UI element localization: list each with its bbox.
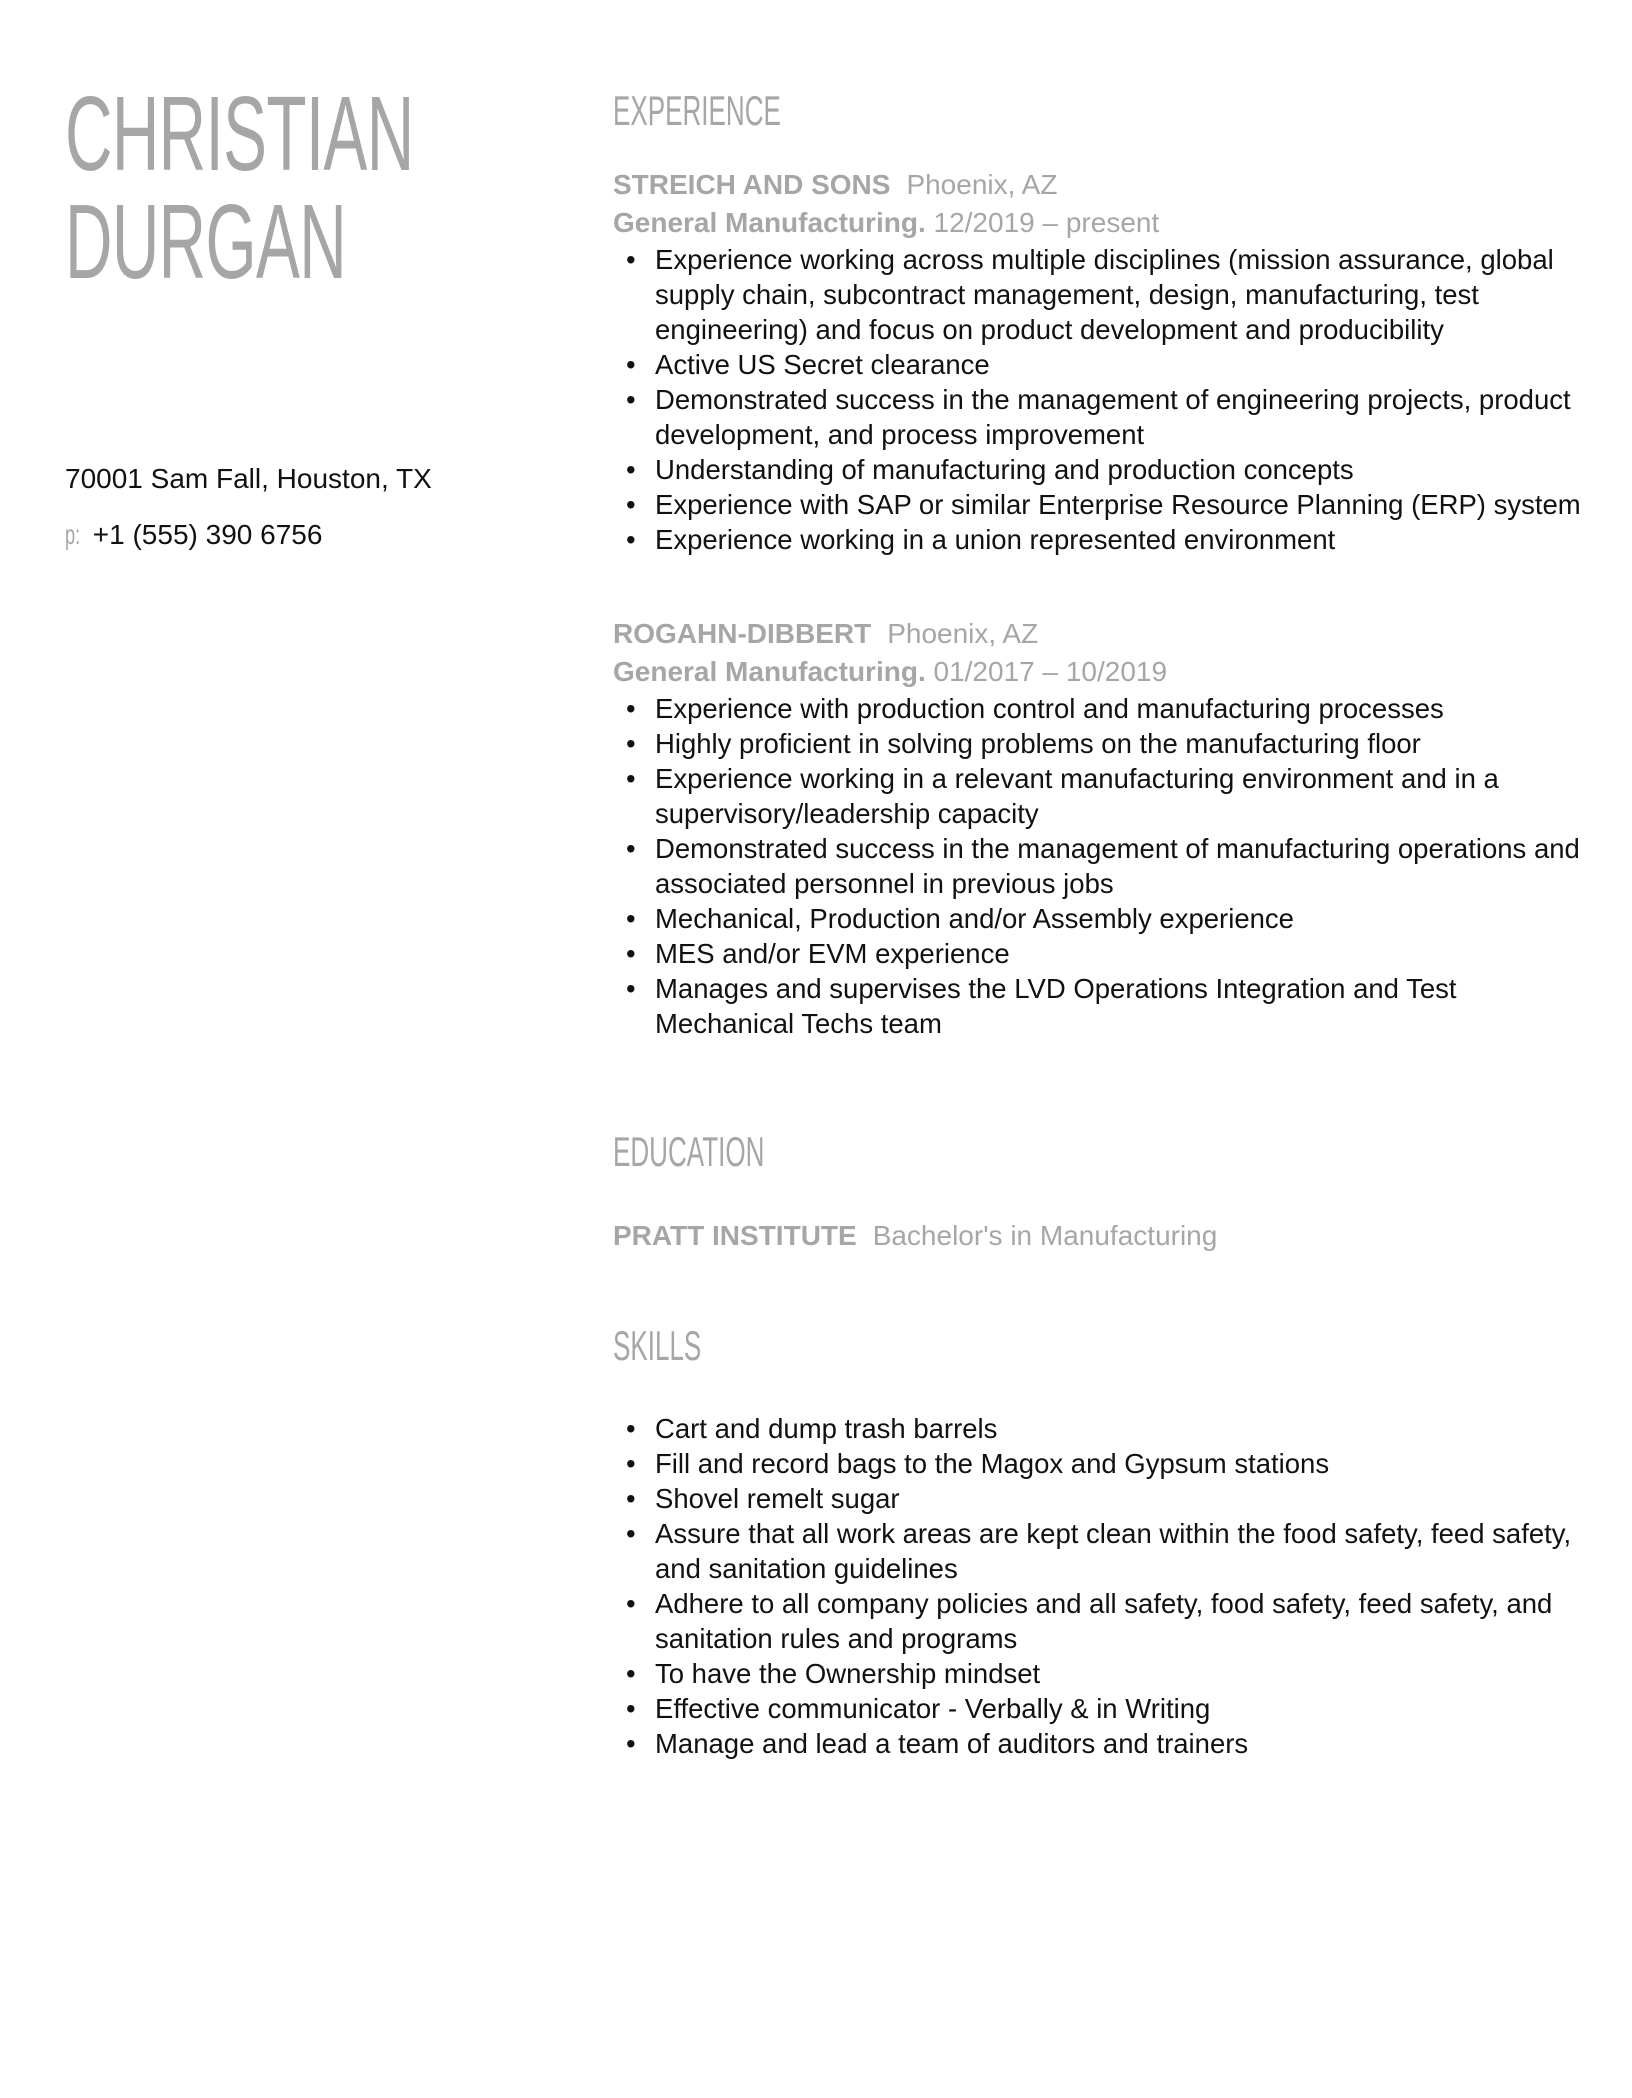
- list-item: • MES and/or EVM experience: [613, 936, 1593, 971]
- job-2-role-line: [613, 653, 1593, 691]
- job-1-bullets: [613, 242, 1593, 557]
- experience-heading: EXPERIENCE: [613, 87, 781, 134]
- list-item: • Assure that all work areas are kept clean within the food safety, feed safety, and sanitation guidelines: [613, 1516, 1593, 1586]
- education-heading: EDUCATION: [613, 1128, 765, 1175]
- list-item: • Active US Secret clearance: [613, 347, 1593, 382]
- address: 70001 Sam Fall, Houston, TX: [65, 463, 432, 494]
- list-item: • Highly proficient in solving problems on the manufacturing floor: [613, 726, 1593, 761]
- job-1: [613, 166, 1593, 557]
- list-item: • To have the Ownership mindset: [613, 1656, 1593, 1691]
- list-item: • Demonstrated success in the management of engineering projects, product development, and process improvement: [613, 382, 1593, 452]
- job-1-dates: 12/2019 – present: [933, 207, 1160, 238]
- list-item: • Demonstrated success in the management of manufacturing operations and associated personnel in previous jobs: [613, 831, 1593, 901]
- job-1-role-line: [613, 204, 1593, 242]
- main-column: [613, 86, 1593, 1761]
- list-item: • Experience with production control and manufacturing processes: [613, 691, 1593, 726]
- list-item: • Fill and record bags to the Magox and Gypsum stations: [613, 1446, 1593, 1481]
- job-2-bullets: [613, 691, 1593, 1041]
- job-2-role: General Manufacturing.: [613, 656, 926, 687]
- job-2: [613, 615, 1593, 1041]
- job-2-header: [613, 615, 1593, 653]
- list-item: • Cart and dump trash barrels: [613, 1411, 1593, 1446]
- job-1-header: [613, 166, 1593, 204]
- skills-list: [613, 1411, 1593, 1761]
- list-item: • Experience with SAP or similar Enterprise Resource Planning (ERP) system: [613, 487, 1593, 522]
- phone-label: p:: [65, 519, 81, 550]
- list-item: • Shovel remelt sugar: [613, 1481, 1593, 1516]
- job-2-dates: 01/2017 – 10/2019: [933, 656, 1168, 687]
- list-item: • Experience working across multiple disciplines (mission assurance, global supply chain, subcontract management, design, manufacturing, test engineering) and focus on product development and producibility: [613, 242, 1593, 347]
- last-name: DURGAN: [65, 183, 347, 301]
- job-1-role: General Manufacturing.: [613, 207, 926, 238]
- list-item: • Understanding of manufacturing and production concepts: [613, 452, 1593, 487]
- list-item: • Mechanical, Production and/or Assembly experience: [613, 901, 1593, 936]
- job-1-company: STREICH AND SONS: [613, 169, 891, 200]
- phone-number: +1 (555) 390 6756: [92, 519, 323, 550]
- candidate-name: [65, 75, 414, 301]
- education-entry: [613, 1217, 1593, 1255]
- list-item: • Adhere to all company policies and all safety, food safety, feed safety, and sanitation rules and programs: [613, 1586, 1593, 1656]
- list-item: • Experience working in a relevant manufacturing environment and in a supervisory/leadership capacity: [613, 761, 1593, 831]
- job-2-location: Phoenix, AZ: [887, 618, 1039, 649]
- job-2-company: ROGAHN-DIBBERT: [613, 618, 872, 649]
- list-item: • Experience working in a union represented environment: [613, 522, 1593, 557]
- first-name: CHRISTIAN: [65, 75, 414, 193]
- skills-heading: SKILLS: [613, 1322, 702, 1369]
- phone-line: [65, 518, 432, 552]
- list-item: • Effective communicator - Verbally & in Writing: [613, 1691, 1593, 1726]
- education-degree: Bachelor's in Manufacturing: [872, 1220, 1218, 1251]
- list-item: • Manage and lead a team of auditors and trainers: [613, 1726, 1593, 1761]
- name-block: [65, 75, 535, 301]
- education-school: PRATT INSTITUTE: [613, 1220, 857, 1251]
- contact-info: [65, 462, 432, 552]
- job-1-location: Phoenix, AZ: [906, 169, 1058, 200]
- list-item: • Manages and supervises the LVD Operations Integration and Test Mechanical Techs team: [613, 971, 1593, 1041]
